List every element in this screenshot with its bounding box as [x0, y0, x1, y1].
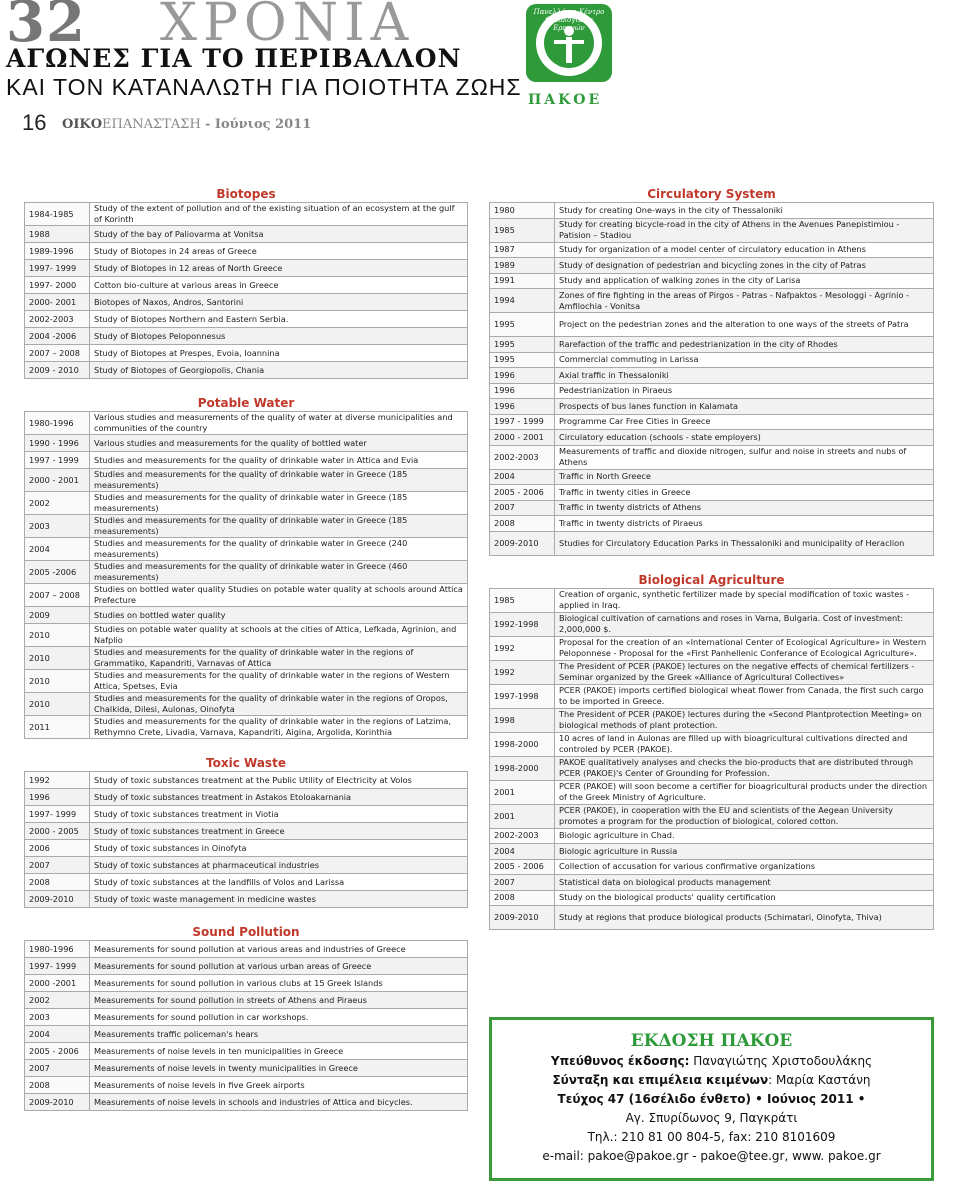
description-cell: The President of PCER (PAKOE) lectures on the negative effects of chemical fertilizers - Seminar organized by the Greek «Alliance of Agricultural Collectives» [555, 660, 934, 684]
description-cell: Measurements of noise levels in five Greek airports [90, 1077, 468, 1094]
year-cell: 2005 -2006 [25, 561, 90, 584]
year-cell: 1985 [490, 218, 555, 242]
year-cell: 2003 [25, 1009, 90, 1026]
table-row [25, 716, 468, 739]
description-cell: 10 acres of land in Aulonas are filled up with bioagricultural cultivations directed and controled by PCER (PAKOE). [555, 732, 934, 756]
table-row [490, 469, 934, 485]
year-cell: 2009 - 2010 [25, 362, 90, 379]
header-title-line2: ΚΑΙ ΤΟΝ ΚΑΤΑΝΑΛΩΤΗ ΓΙΑ ΠΟΙΟΤΗΤΑ ΖΩΗΣ [6, 74, 522, 100]
table-row [25, 277, 468, 294]
description-cell: Studies and measurements for the quality of drinkable water in the regions of Oropos, Chalkida, Dilesi, Aulonas, Oinofyta [90, 693, 468, 716]
description-cell: Cotton bio-culture at various areas in Greece [90, 277, 468, 294]
table-row [25, 1060, 468, 1077]
year-cell: 1994 [490, 289, 555, 313]
year-cell: 1991 [490, 273, 555, 289]
table-row [490, 399, 934, 415]
year-cell: 2009-2010 [490, 906, 555, 930]
description-cell: Studies and measurements for the quality of drinkable water in the regions of Western Attica, Spetses, Evia [90, 670, 468, 693]
description-cell: Measurements for sound pollution in various clubs at 15 Greek Islands [90, 975, 468, 992]
year-cell: 2002 [25, 492, 90, 515]
year-cell: 1997- 1999 [25, 806, 90, 823]
description-cell: Circulatory education (schools - state employers) [555, 430, 934, 446]
table-row [490, 756, 934, 780]
description-cell: Study of toxic substances at pharmaceutical industries [90, 857, 468, 874]
section-biotopes [24, 186, 468, 379]
year-cell: 2009-2010 [25, 891, 90, 908]
table-row [25, 294, 468, 311]
edition-contact: e-mail: pakoe@pakoe.gr - pakoe@tee.gr, www. pakoe.gr [542, 1149, 881, 1163]
year-cell: 2009-2010 [490, 531, 555, 555]
table-row [25, 435, 468, 452]
description-cell: Study of toxic substances treatment in Viotia [90, 806, 468, 823]
table-row [25, 515, 468, 538]
description-cell: Studies and measurements for the quality of drinkable water in Greece (460 measurements) [90, 561, 468, 584]
page-header [0, 0, 960, 180]
section-table [24, 771, 468, 908]
section-potable-water [24, 395, 468, 739]
table-row [490, 780, 934, 804]
year-cell: 2002-2003 [25, 311, 90, 328]
year-cell: 1990 - 1996 [25, 435, 90, 452]
description-cell: Rarefaction of the traffic and pedestrianization in the city of Rhodes [555, 337, 934, 353]
table-row [490, 414, 934, 430]
year-cell: 2009-2010 [25, 1094, 90, 1111]
description-cell: Prospects of bus lanes function in Kalamata [555, 399, 934, 415]
description-cell: Study of the extent of pollution and of the existing situation of an ecosystem at the gulf of Korinth [90, 203, 468, 226]
pakoe-logo [526, 4, 612, 82]
description-cell: Studies for Circulatory Education Parks in Thessaloniki and municipality of Heraclion [555, 531, 934, 555]
description-cell: PCER (PAKOE) will soon become a certifier for bioagricultural products under the direction of the Greek Ministry of Agriculture. [555, 780, 934, 804]
table-row [25, 647, 468, 670]
description-cell: Biologic agriculture in Russia [555, 844, 934, 860]
table-row [25, 607, 468, 624]
section-table [489, 588, 934, 931]
section-title: Sound Pollution [192, 925, 300, 939]
year-cell: 2008 [490, 516, 555, 532]
description-cell: Studies on bottled water quality Studies on potable water quality at schools around Attica Prefecture [90, 584, 468, 607]
table-row [25, 226, 468, 243]
year-cell: 2004 [25, 1026, 90, 1043]
description-cell: Study of Biotopes of Georgiopolis, Chania [90, 362, 468, 379]
year-cell: 2011 [25, 716, 90, 739]
page-number: 16 [22, 110, 47, 135]
description-cell: PCER (PAKOE) imports certified biological wheat flower from Canada, the first such cargo to be imported in Greece. [555, 684, 934, 708]
description-cell: Studies and measurements for the quality of drinkable water in Greece (185 measurements) [90, 469, 468, 492]
year-cell: 2004 [490, 844, 555, 860]
year-cell: 1987 [490, 242, 555, 258]
year-cell: 2006 [25, 840, 90, 857]
description-cell: Studies and measurements for the quality of drinkable water in Greece (185 measurements) [90, 515, 468, 538]
year-cell: 1989 [490, 258, 555, 274]
table-row [25, 1094, 468, 1111]
year-cell: 1995 [490, 313, 555, 337]
year-cell: 2000 - 2001 [25, 469, 90, 492]
table-row [490, 337, 934, 353]
table-row [490, 875, 934, 891]
description-cell: Study of the bay of Paliovarma at Vonitsa [90, 226, 468, 243]
year-cell: 2008 [490, 890, 555, 906]
description-cell: Proposal for the creation of an «International Center of Ecological Agriculture» in Western Peloponnese - Proposal for the «First Panhellenic Conferance of Ecological Agriculture». [555, 636, 934, 660]
description-cell: Project on the pedestrian zones and the alteration to one ways of the streets of Patra [555, 313, 934, 337]
description-cell: Study of toxic substances at the landfills of Volos and Larissa [90, 874, 468, 891]
table-row [25, 992, 468, 1009]
description-cell: Traffic in twenty cities in Greece [555, 485, 934, 501]
table-row [490, 203, 934, 219]
description-cell: Study of toxic waste management in medicine wastes [90, 891, 468, 908]
description-cell: PAKOE qualitatively analyses and checks the bio-products that are distributed through PCER (PAKOE)'s Center of Grounding for Profession. [555, 756, 934, 780]
year-cell: 1980-1996 [25, 412, 90, 435]
anniversary-word: ΧΡΟΝΙΑ [160, 0, 415, 53]
description-cell: Zones of fire fighting in the areas of Pirgos - Patras - Nafpaktos - Mesologgi - Agrinio - Amfilochia - Vonitsa [555, 289, 934, 313]
year-cell: 2000 -2001 [25, 975, 90, 992]
table-row [490, 859, 934, 875]
year-cell: 1998 [490, 708, 555, 732]
year-cell: 2004 [490, 469, 555, 485]
year-cell: 1992 [490, 636, 555, 660]
year-cell: 1985 [490, 588, 555, 612]
year-cell: 2010 [25, 693, 90, 716]
issue-rest: ΕΠΑΝΑΣΤΑΣΗ [102, 117, 201, 132]
year-cell: 2002-2003 [490, 445, 555, 469]
edition-issue: Τεύχος 47 (16σέλιδο ένθετο) • Ιούνιος 2011 • [557, 1092, 866, 1106]
description-cell: Study of Biotopes in 12 areas of North Greece [90, 260, 468, 277]
left-column [24, 186, 468, 1111]
description-cell: Study of toxic substances treatment in Greece [90, 823, 468, 840]
section-title: Biotopes [216, 187, 276, 201]
edition-editor: Σύνταξη και επιμέλεια κειμένων: Μαρία Καστάνη [552, 1073, 871, 1087]
description-cell: Biological cultivation of carnations and roses in Varna, Bulgaria. Cost of investment: 2,000,000 $. [555, 612, 934, 636]
table-row [25, 941, 468, 958]
table-row [490, 844, 934, 860]
table-row [490, 804, 934, 828]
description-cell: Collection of accusation for various confirmative organizations [555, 859, 934, 875]
table-row [25, 1009, 468, 1026]
description-cell: Statistical data on biological products management [555, 875, 934, 891]
description-cell: PCER (PAKOE), in cooperation with the EU and scientists of the Aegean University promotes a program for the production of biological, colored cotton. [555, 804, 934, 828]
table-row [25, 345, 468, 362]
description-cell: Biotopes of Naxos, Andros, Santorini [90, 294, 468, 311]
section-sound-pollution [24, 924, 468, 1111]
table-row [490, 516, 934, 532]
year-cell: 2005 - 2006 [490, 485, 555, 501]
description-cell: Study of toxic substances treatment in Astakos Etoloakarnania [90, 789, 468, 806]
year-cell: 2008 [25, 874, 90, 891]
description-cell: Traffic in twenty districts of Piraeus [555, 516, 934, 532]
description-cell: Measurements for sound pollution at various urban areas of Greece [90, 958, 468, 975]
description-cell: Measurements for sound pollution in car workshops. [90, 1009, 468, 1026]
table-row [490, 828, 934, 844]
table-row [490, 636, 934, 660]
year-cell: 2001 [490, 804, 555, 828]
edition-publisher: Υπεύθυνος έκδοσης: Παναγιώτης Χριστοδουλάκης [550, 1054, 873, 1068]
table-row [25, 624, 468, 647]
edition-title: ΕΚΔΟΣΗ ΠΑΚΟΕ [630, 1031, 793, 1051]
table-row [490, 313, 934, 337]
description-cell: Studies on potable water quality at schools at the cities of Attica, Lefkada, Agrinion, and Nafplio [90, 624, 468, 647]
section-table [24, 411, 468, 739]
year-cell: 2007 [25, 1060, 90, 1077]
table-row [25, 806, 468, 823]
table-row [490, 273, 934, 289]
table-row [25, 823, 468, 840]
year-cell: 1996 [490, 383, 555, 399]
table-row [490, 352, 934, 368]
description-cell: The President of PCER (PAKOE) lectures during the «Second Plantprotection Meeting» on biological methods of plant protection. [555, 708, 934, 732]
table-row [25, 412, 468, 435]
description-cell: Study of Biotopes in 24 areas of Greece [90, 243, 468, 260]
issue-date: - Ιούνιος 2011 [204, 117, 312, 132]
table-row [25, 1043, 468, 1060]
year-cell: 1988 [25, 226, 90, 243]
issue-line [62, 116, 311, 134]
description-cell: Biologic agriculture in Chad. [555, 828, 934, 844]
table-row [490, 612, 934, 636]
table-row [25, 891, 468, 908]
description-cell: Measurements traffic policeman's hears [90, 1026, 468, 1043]
description-cell: Study for creating One-ways in the city of Thessaloniki [555, 203, 934, 219]
year-cell: 2004 -2006 [25, 328, 90, 345]
section-title: Biological Agriculture [638, 572, 785, 587]
table-row [490, 500, 934, 516]
year-cell: 2010 [25, 647, 90, 670]
table-row [490, 258, 934, 274]
table-row [25, 203, 468, 226]
description-cell: Studies and measurements for the quality of drinkable water in the regions of Grammatiko, Kapandriti, Varnavas of Attica [90, 647, 468, 670]
table-row [25, 561, 468, 584]
table-row [490, 289, 934, 313]
right-column [489, 186, 934, 930]
section-biological-agriculture [489, 572, 934, 931]
table-row [25, 975, 468, 992]
header-title-line1: ΑΓΩΝΕΣ ΓΙΑ ΤΟ ΠΕΡΙΒΑΛΛΟΝ [6, 44, 462, 73]
table-row [490, 531, 934, 555]
section-toxic-waste [24, 755, 468, 908]
description-cell: Programme Car Free Cities in Greece [555, 414, 934, 430]
table-row [25, 857, 468, 874]
year-cell: 1997 - 1999 [490, 414, 555, 430]
description-cell: Studies and measurements for the quality of drinkable water in Attica and Evia [90, 452, 468, 469]
table-row [490, 368, 934, 384]
description-cell: Study on the biological products' quality certification [555, 890, 934, 906]
table-row [25, 452, 468, 469]
year-cell: 2000 - 2005 [25, 823, 90, 840]
description-cell: Studies on bottled water quality [90, 607, 468, 624]
description-cell: Measurements of noise levels in twenty municipalities in Greece [90, 1060, 468, 1077]
description-cell: Study of Biotopes Peloponnesus [90, 328, 468, 345]
description-cell: Various studies and measurements of the quality of water at diverse municipalities and communities of the country [90, 412, 468, 435]
table-row [25, 260, 468, 277]
table-row [490, 383, 934, 399]
description-cell: Study at regions that produce biological products (Schimatari, Oinofyta, Thiva) [555, 906, 934, 930]
table-row [490, 485, 934, 501]
description-cell: Pedestrianization in Piraeus [555, 383, 934, 399]
section-circulatory-system [489, 186, 934, 556]
description-cell: Study for creating bicycle-road in the city of Athens in the Avenues Panepistimiou - Patision – Stadiou [555, 218, 934, 242]
table-row [490, 708, 934, 732]
year-cell: 1996 [490, 368, 555, 384]
table-row [25, 670, 468, 693]
table-row [490, 660, 934, 684]
description-cell: Traffic in twenty districts of Athens [555, 500, 934, 516]
table-row [490, 430, 934, 446]
section-table [24, 940, 468, 1111]
table-row [490, 684, 934, 708]
section-table [489, 202, 934, 556]
description-cell: Study for organization of a model center of circulatory education in Athens [555, 242, 934, 258]
year-cell: 1997- 1999 [25, 958, 90, 975]
edition-address: Αγ. Σπυρίδωνος 9, Παγκράτι [625, 1111, 798, 1125]
table-row [25, 584, 468, 607]
description-cell: Studies and measurements for the quality of drinkable water in Greece (240 measurements) [90, 538, 468, 561]
section-title: Toxic Waste [206, 756, 286, 770]
table-row [25, 789, 468, 806]
description-cell: Measurements for sound pollution in streets of Athens and Piraeus [90, 992, 468, 1009]
table-row [25, 693, 468, 716]
description-cell: Various studies and measurements for the quality of bottled water [90, 435, 468, 452]
description-cell: Study of Biotopes Northern and Eastern Serbia. [90, 311, 468, 328]
year-cell: 2002-2003 [490, 828, 555, 844]
table-row [490, 732, 934, 756]
table-row [490, 218, 934, 242]
anniversary-number: 32 [6, 0, 86, 55]
table-row [25, 362, 468, 379]
table-row [25, 311, 468, 328]
section-table [24, 202, 468, 379]
description-cell: Study of designation of pedestrian and bicycling zones in the city of Patras [555, 258, 934, 274]
description-cell: Measurements of traffic and dioxide nitrogen, sulfur and noise in streets and nubs of Athens [555, 445, 934, 469]
description-cell: Study of toxic substances in Oinofyta [90, 840, 468, 857]
section-title: Potable Water [197, 396, 295, 410]
issue-bold: ΟΙΚΟ [62, 117, 103, 132]
table-row [490, 242, 934, 258]
description-cell: Study of Biotopes at Prespes, Evoia, Ioannina [90, 345, 468, 362]
table-row [25, 538, 468, 561]
year-cell: 2008 [25, 1077, 90, 1094]
year-cell: 1996 [490, 399, 555, 415]
year-cell: 1998-2000 [490, 732, 555, 756]
year-cell: 1995 [490, 352, 555, 368]
year-cell: 1995 [490, 337, 555, 353]
year-cell: 1992-1998 [490, 612, 555, 636]
year-cell: 2003 [25, 515, 90, 538]
table-row [25, 492, 468, 515]
year-cell: 1996 [25, 789, 90, 806]
description-cell: Measurements of noise levels in schools and industries of Attica and bicycles. [90, 1094, 468, 1111]
edition-phone: Τηλ.: 210 81 00 804-5, fax: 210 8101609 [587, 1130, 836, 1144]
year-cell: 1997-1998 [490, 684, 555, 708]
table-row [490, 588, 934, 612]
table-row [25, 958, 468, 975]
year-cell: 2002 [25, 992, 90, 1009]
description-cell: Creation of organic, synthetic fertilizer made by special modification of toxic wastes - applied in Iraq. [555, 588, 934, 612]
year-cell: 1997- 1999 [25, 260, 90, 277]
description-cell: Study of toxic substances treatment at the Public Utility of Electricity at Volos [90, 772, 468, 789]
logo-name: ΠΑΚΟΕ [528, 92, 603, 108]
year-cell: 2007 [25, 857, 90, 874]
year-cell: 1989-1996 [25, 243, 90, 260]
table-row [490, 445, 934, 469]
year-cell: 2010 [25, 624, 90, 647]
table-row [25, 840, 468, 857]
year-cell: 1998-2000 [490, 756, 555, 780]
year-cell: 2005 - 2006 [25, 1043, 90, 1060]
year-cell: 1997 - 1999 [25, 452, 90, 469]
year-cell: 2007 [490, 875, 555, 891]
section-title: Circulatory System [647, 187, 776, 201]
year-cell: 2000- 2001 [25, 294, 90, 311]
description-cell: Commercial commuting in Larissa [555, 352, 934, 368]
description-cell: Measurements of noise levels in ten municipalities in Greece [90, 1043, 468, 1060]
table-row [25, 243, 468, 260]
year-cell: 2004 [25, 538, 90, 561]
year-cell: 2010 [25, 670, 90, 693]
table-row [25, 328, 468, 345]
year-cell: 2007 – 2008 [25, 345, 90, 362]
edition-box [489, 1017, 934, 1181]
year-cell: 2005 - 2006 [490, 859, 555, 875]
year-cell: 1992 [490, 660, 555, 684]
year-cell: 1997- 2000 [25, 277, 90, 294]
year-cell: 2007 – 2008 [25, 584, 90, 607]
table-row [25, 1026, 468, 1043]
table-row [25, 874, 468, 891]
table-row [25, 772, 468, 789]
year-cell: 1992 [25, 772, 90, 789]
table-row [490, 906, 934, 930]
table-row [25, 1077, 468, 1094]
year-cell: 1980-1996 [25, 941, 90, 958]
year-cell: 1984-1985 [25, 203, 90, 226]
description-cell: Studies and measurements for the quality of drinkable water in Greece (185 measurements) [90, 492, 468, 515]
year-cell: 2009 [25, 607, 90, 624]
year-cell: 2001 [490, 780, 555, 804]
year-cell: 1980 [490, 203, 555, 219]
description-cell: Study and application of walking zones in the city of Larisa [555, 273, 934, 289]
logo-text: Πανελλήνιο Κέντρο Οικολογικών Ερευνών [533, 8, 605, 32]
description-cell: Axial traffic in Thessaloniki [555, 368, 934, 384]
year-cell: 2007 [490, 500, 555, 516]
year-cell: 2000 - 2001 [490, 430, 555, 446]
table-row [25, 469, 468, 492]
description-cell: Traffic in North Greece [555, 469, 934, 485]
description-cell: Studies and measurements for the quality of drinkable water in the regions of Latzima, Rethymno Crete, Livadia, Varnava, Kapandriti, Aigina, Argolida, Korinthia [90, 716, 468, 739]
description-cell: Measurements for sound pollution at various areas and industries of Greece [90, 941, 468, 958]
table-row [490, 890, 934, 906]
